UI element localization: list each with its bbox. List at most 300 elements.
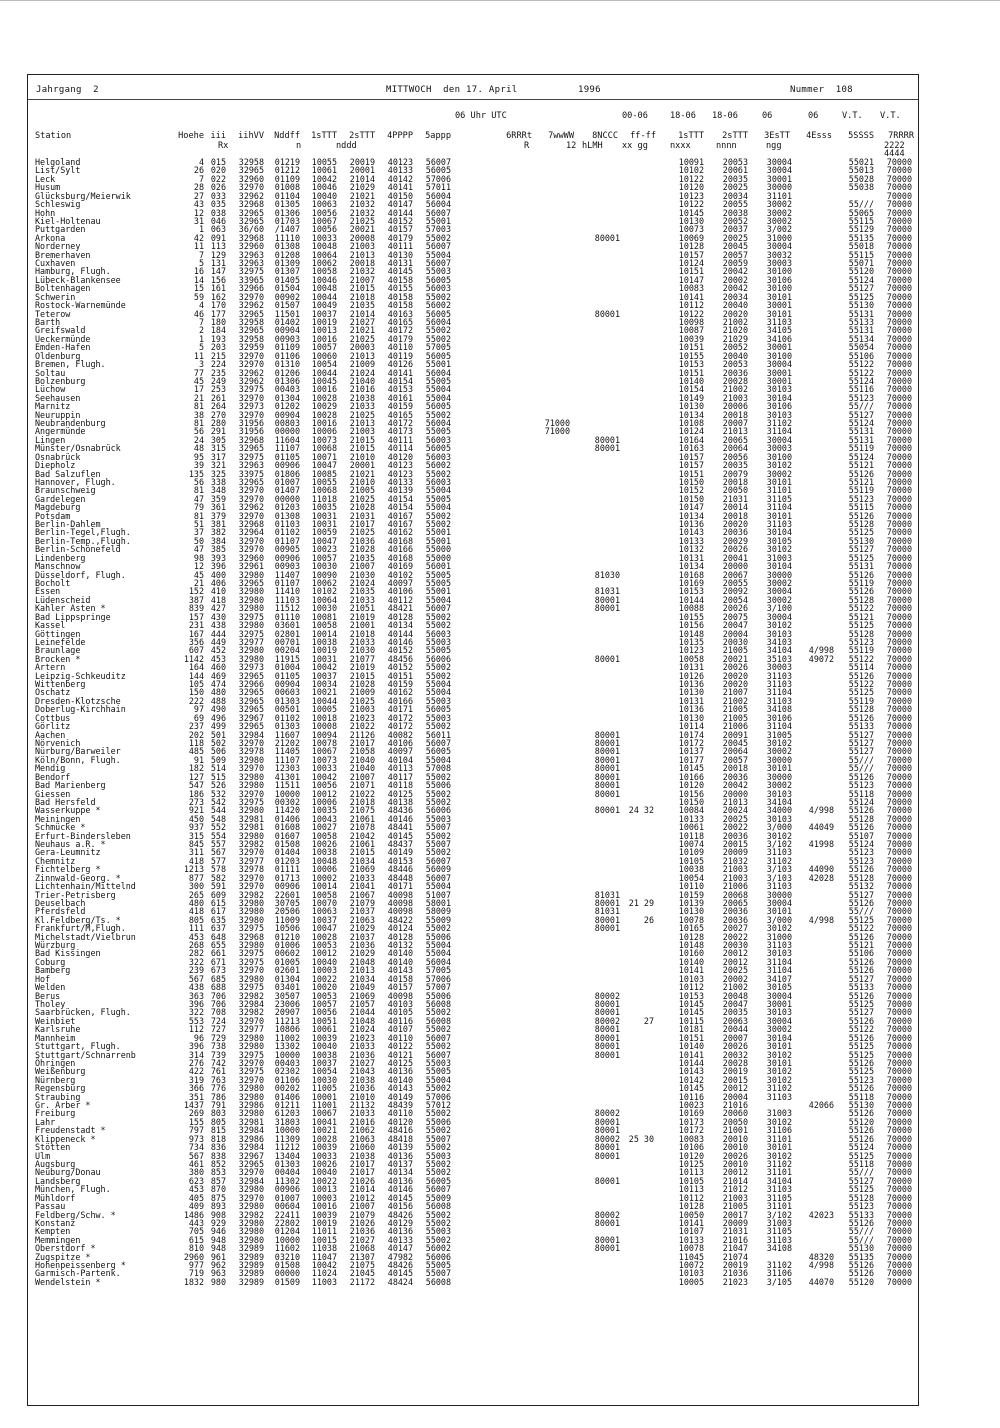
- cell-2sttt-b: 20035: [722, 1007, 748, 1018]
- station-name: Seehausen: [35, 392, 81, 403]
- cell-2sttt: 21067: [349, 889, 375, 900]
- cell-nddff: 01608: [274, 822, 300, 833]
- cell-5ssss: 55126: [848, 569, 874, 580]
- station-name: Coburg: [35, 956, 66, 967]
- cell-2sttt: 21017: [349, 1158, 375, 1169]
- station-name: Schleswig: [35, 199, 81, 210]
- cell-2sttt: 21079: [349, 897, 375, 908]
- cell-2sttt-b: 20040: [722, 350, 748, 361]
- cell-5ssss: 55115: [848, 502, 874, 513]
- cell-iii: 567: [210, 847, 226, 858]
- cell-nddff: 00403: [274, 1057, 300, 1068]
- cell-hoehe: 59: [193, 291, 204, 302]
- cell-iihvv: 32989: [238, 1268, 264, 1279]
- cell-hoehe: 2960: [183, 1251, 204, 1262]
- cell-nddff: 01212: [274, 165, 300, 176]
- cell-2sttt-b: 21005: [722, 704, 748, 715]
- cell-7rrrr: 70000: [886, 1032, 912, 1043]
- cell-4pppp: 48416: [387, 1125, 413, 1136]
- cell-2sttt-b: 20035: [722, 173, 748, 184]
- station-name: Marnitz: [35, 401, 71, 412]
- cell-2sttt-b: 21007: [722, 687, 748, 698]
- cell-7rrrr: 70000: [886, 1201, 912, 1212]
- station-name: Frankfurt/M,Flugh.: [35, 923, 126, 934]
- cell-hoehe: 623: [188, 1175, 204, 1186]
- cell-7rrrr: 70000: [886, 763, 912, 774]
- cell-hoehe: 380: [188, 1167, 204, 1178]
- cell-1sttt: 10018: [311, 712, 337, 723]
- cell-1sttt-b: 10134: [678, 561, 704, 572]
- cell-hoehe: 28: [193, 182, 204, 193]
- cell-5ssss: 55120: [848, 1276, 874, 1287]
- cell-4esss: 4/998: [808, 645, 834, 656]
- cell-2sttt: 21021: [349, 190, 375, 201]
- cell-iihvv: 32973: [238, 401, 264, 412]
- cell-4pppp: 40154: [387, 493, 413, 504]
- cell-5appp: 55002: [425, 519, 451, 530]
- cell-2sttt: 21024: [349, 578, 375, 588]
- cell-4pppp: 40111: [387, 241, 413, 252]
- cell-5appp: 55003: [425, 1226, 451, 1237]
- cell-nddff: 00204: [274, 645, 300, 656]
- cell-iii: 544: [210, 805, 226, 816]
- cell-1sttt: 10042: [311, 1260, 337, 1271]
- station-name: Bolzenburg: [35, 375, 86, 386]
- cell-7rrrr: 70000: [886, 839, 912, 850]
- cell-iihvv: 36/60: [238, 224, 264, 235]
- cell-8nccc: 80002: [594, 1133, 620, 1144]
- cell-1sttt-b: 10122: [678, 173, 704, 184]
- utc-header: 06 Uhr UTC: [455, 111, 507, 121]
- cell-7rrrr: 70000: [886, 519, 912, 530]
- cell-5ssss: 55///: [848, 906, 874, 917]
- cell-nddff: 01303: [274, 1158, 300, 1169]
- subheader-n: n: [296, 141, 302, 151]
- cell-5appp: 58009: [425, 906, 451, 917]
- cell-3estt: 30103: [766, 384, 792, 395]
- cell-4pppp: 40154: [387, 375, 413, 386]
- cell-5appp: 58001: [425, 897, 451, 908]
- cell-2sttt: 21048: [349, 1015, 375, 1026]
- cell-iii: 170: [210, 300, 226, 311]
- cell-4esss: 48320: [808, 1251, 834, 1262]
- cell-4pppp: 48441: [387, 822, 413, 833]
- cell-4pppp: 40163: [387, 308, 413, 319]
- cell-5appp: 55004: [425, 384, 451, 395]
- cell-2sttt: 21013: [349, 965, 375, 976]
- cell-3estt: 30101: [766, 476, 792, 487]
- scan-edge-line: [0, 0, 1000, 4]
- cell-3estt: 30102: [766, 460, 792, 471]
- station-name: Aachen: [35, 729, 66, 740]
- cell-4pppp: 40133: [387, 165, 413, 176]
- station-name: Fichtelberg *: [35, 864, 101, 875]
- cell-1sttt: 10090: [311, 569, 337, 580]
- cell-1sttt-b: 10126: [678, 670, 704, 681]
- cell-nddff: 00903: [274, 561, 300, 572]
- cell-4esss: 42028: [808, 872, 834, 883]
- cell-iii: 162: [210, 291, 226, 302]
- cell-iihvv: 32970: [238, 881, 264, 892]
- cell-1sttt: 10030: [311, 603, 337, 614]
- cell-7rrrr: 70000: [886, 308, 912, 319]
- cell-1sttt: 10021: [311, 1125, 337, 1136]
- cell-3estt: 30001: [766, 173, 792, 184]
- cell-iihvv: 32975: [238, 956, 264, 967]
- cell-iihvv: 32960: [238, 173, 264, 184]
- cell-4pppp: 40136: [387, 1066, 413, 1077]
- cell-iihvv: 32986: [238, 1100, 264, 1111]
- cell-7rrrr: 70000: [886, 409, 912, 420]
- cell-5ssss: 55126: [848, 1133, 874, 1144]
- cell-2sttt-b: 20029: [722, 535, 748, 546]
- cell-iihvv: 32984: [238, 1142, 264, 1153]
- cell-1sttt: 10061: [311, 165, 337, 176]
- cell-1sttt: 10056: [311, 224, 337, 235]
- cell-5ssss: 55127: [848, 409, 874, 420]
- cell-2sttt-b: 21006: [722, 881, 748, 892]
- cell-iii: 444: [210, 628, 226, 639]
- cell-iihvv: 32980: [238, 1083, 264, 1094]
- cell-5ssss: 55123: [848, 855, 874, 866]
- cell-1sttt: 10067: [311, 746, 337, 757]
- cell-2sttt: 21026: [349, 1175, 375, 1186]
- station-name: Braunlage: [35, 645, 81, 656]
- cell-2sttt-b: 20092: [722, 586, 748, 597]
- cell-nddff: 12303: [274, 763, 300, 774]
- cell-iihvv: 32980: [238, 940, 264, 951]
- cell-4pppp: 48418: [387, 1133, 413, 1144]
- cell-1sttt-b: 10145: [678, 1007, 704, 1018]
- cell-iii: 803: [210, 1108, 226, 1119]
- cell-nddff: 00000: [274, 493, 300, 504]
- cell-hoehe: 1486: [183, 1209, 204, 1220]
- cell-7rrrr: 70000: [886, 1100, 912, 1111]
- cell-5appp: 57006: [425, 173, 451, 184]
- cell-2sttt: 20003: [349, 342, 375, 353]
- cell-hoehe: 877: [188, 872, 204, 883]
- cell-iihvv: 32959: [238, 342, 264, 353]
- cell-4esss: 41998: [808, 839, 834, 850]
- cell-3estt: 3/100: [766, 603, 792, 614]
- cell-5ssss: 55121: [848, 476, 874, 487]
- cell-4pppp: 40110: [387, 342, 413, 353]
- cell-4esss: 42023: [808, 1209, 834, 1220]
- cell-iii: 962: [210, 1260, 226, 1271]
- table-row: [0, 1278, 1000, 1286]
- station-name: Klippeneck *: [35, 1133, 96, 1144]
- cell-iii: 948: [210, 1243, 226, 1254]
- cell-hoehe: 315: [188, 830, 204, 841]
- cell-1sttt: 10022: [311, 1175, 337, 1186]
- cell-3estt: 30102: [766, 620, 792, 631]
- cell-1sttt-b: 10151: [678, 367, 704, 378]
- cell-nddff: 01107: [274, 535, 300, 546]
- cell-1sttt-b: 10153: [678, 990, 704, 1001]
- cell-2sttt-b: 20036: [722, 527, 748, 538]
- cell-iii: 321: [210, 460, 226, 471]
- cell-2sttt: 21014: [349, 173, 375, 184]
- cell-2sttt: 21040: [349, 375, 375, 386]
- cell-hoehe: 152: [188, 586, 204, 597]
- cell-4pppp: 40103: [387, 999, 413, 1009]
- cell-iii: 180: [210, 316, 226, 327]
- cell-1sttt: 10033: [311, 232, 337, 243]
- cell-iihvv: 32980: [238, 1032, 264, 1043]
- cell-3estt: 30101: [766, 763, 792, 774]
- cell-2sttt: 21057: [349, 999, 375, 1009]
- cell-iii: 786: [210, 1091, 226, 1102]
- cell-4pppp: 40121: [387, 1049, 413, 1060]
- cell-nddff: 41301: [274, 771, 300, 782]
- cell-5appp: 55003: [425, 266, 451, 277]
- cell-7rrrr: 70000: [886, 1158, 912, 1169]
- cell-1sttt: 11038: [311, 1243, 337, 1254]
- cell-5appp: 56004: [425, 367, 451, 378]
- cell-5appp: 55000: [425, 544, 451, 555]
- cell-1sttt-b: 10112: [678, 982, 704, 993]
- cell-hoehe: 1: [198, 333, 204, 344]
- cell-hoehe: 112: [188, 1024, 204, 1035]
- station-name: Weißenburg: [35, 1066, 86, 1077]
- cell-3estt: 31103: [766, 316, 792, 327]
- column-header-5appp: 5appp: [425, 131, 451, 141]
- cell-5ssss: 55125: [848, 1184, 874, 1195]
- cell-iihvv: 32966: [238, 679, 264, 690]
- cell-iihvv: 31956: [238, 418, 264, 429]
- cell-7rrrr: 70000: [886, 847, 912, 858]
- cell-7rrrr: 70000: [886, 333, 912, 344]
- cell-3estt: 34103: [766, 636, 792, 647]
- cell-nddff: 11213: [274, 1015, 300, 1026]
- cell-2sttt: 21061: [349, 839, 375, 850]
- cell-iihvv: 32968: [238, 232, 264, 243]
- cell-3estt: 31003: [766, 552, 792, 563]
- cell-5ssss: 55126: [848, 771, 874, 782]
- cell-4pppp: 48424: [387, 1276, 413, 1287]
- period-header-00-06: 00-06: [622, 111, 648, 121]
- cell-2sttt-b: 20020: [722, 670, 748, 681]
- cell-1sttt-b: 10120: [678, 780, 704, 791]
- cell-hoehe: 56: [193, 426, 204, 437]
- cell-5ssss: 55126: [848, 956, 874, 967]
- cell-1sttt-b: 10172: [678, 737, 704, 748]
- cell-3estt: 30106: [766, 401, 792, 412]
- cell-5appp: 56007: [425, 1184, 451, 1195]
- cell-1sttt-b: 10154: [678, 384, 704, 395]
- cell-1sttt: 10042: [311, 771, 337, 782]
- column-header-7rrrr: 7RRRR: [888, 131, 914, 141]
- cell-3estt: 34107: [766, 973, 792, 984]
- cell-4esss: 44090: [808, 864, 834, 875]
- cell-iii: 635: [210, 914, 226, 925]
- cell-iii: 526: [210, 780, 226, 791]
- cell-5appp: 55006: [425, 780, 451, 791]
- cell-3estt: 30104: [766, 527, 792, 538]
- cell-iii: 438: [210, 620, 226, 631]
- cell-4pppp: 48426: [387, 1260, 413, 1271]
- cell-7rrrr: 70000: [886, 771, 912, 782]
- cell-7rrrr: 70000: [886, 199, 912, 210]
- cell-2sttt: 21007: [349, 1201, 375, 1212]
- cell-hoehe: 118: [188, 737, 204, 748]
- station-name: Zinnwald-Georg. *: [35, 872, 121, 883]
- cell-iii: 893: [210, 1201, 226, 1212]
- cell-1sttt-b: 10088: [678, 603, 704, 614]
- cell-nddff: 10806: [274, 1024, 300, 1035]
- station-name: Artern: [35, 662, 66, 673]
- cell-1sttt: 10055: [311, 476, 337, 487]
- cell-iii: 348: [210, 485, 226, 496]
- cell-7rrrr: 70000: [886, 232, 912, 243]
- cell-iii: 961: [210, 1251, 226, 1262]
- cell-iii: 410: [210, 586, 226, 597]
- cell-7rrrr: 70000: [886, 737, 912, 748]
- cell-nddff: 01406: [274, 1091, 300, 1102]
- cell-5appp: 55001: [425, 535, 451, 546]
- cell-7rrrr: 70000: [886, 224, 912, 235]
- cell-iii: 724: [210, 1015, 226, 1026]
- cell-iihvv: 32970: [238, 1192, 264, 1203]
- cell-nddff: 01303: [274, 721, 300, 732]
- cell-5appp: 55002: [425, 1007, 451, 1018]
- cell-hoehe: 150: [188, 687, 204, 698]
- cell-2sttt: 21032: [349, 207, 375, 218]
- station-name: Lübeck-Blankensee: [35, 274, 121, 285]
- cell-1sttt-b: 10118: [678, 830, 704, 841]
- cell-3estt: 31005: [766, 729, 792, 740]
- cell-iii: 280: [210, 418, 226, 429]
- cell-1sttt: 10078: [311, 737, 337, 748]
- cell-1sttt-b: 10151: [678, 1032, 704, 1043]
- cell-hoehe: 237: [188, 721, 204, 732]
- cell-4pppp: 40139: [387, 485, 413, 496]
- cell-4pppp: 40143: [387, 1083, 413, 1094]
- cell-1sttt-b: 10112: [678, 1192, 704, 1203]
- cell-hoehe: 37: [193, 527, 204, 538]
- cell-iii: 980: [210, 1276, 226, 1287]
- cell-3estt: 30103: [766, 1007, 792, 1018]
- cell-nddff: 00906: [274, 881, 300, 892]
- cell-4pppp: 40140: [387, 1074, 413, 1085]
- cell-1sttt: 10073: [311, 434, 337, 445]
- cell-2sttt: 21030: [349, 569, 375, 580]
- cell-8nccc: 80001: [594, 443, 620, 454]
- cell-2sttt-b: 21020: [722, 325, 748, 336]
- cell-1sttt: 10049: [311, 300, 337, 311]
- cell-nddff: 11103: [274, 594, 300, 605]
- cell-hoehe: 705: [188, 1226, 204, 1237]
- cell-2sttt-b: 20047: [722, 620, 748, 631]
- cell-nddff: 00906: [274, 552, 300, 563]
- cell-nddff: 01006: [274, 940, 300, 951]
- cell-3estt: 31101: [766, 1201, 792, 1212]
- cell-2sttt-b: 20052: [722, 342, 748, 353]
- cell-2sttt-b: 20020: [722, 519, 748, 530]
- cell-1sttt-b: 10109: [678, 847, 704, 858]
- cell-iihvv: 32975: [238, 1066, 264, 1077]
- cell-5ssss: 55122: [848, 653, 874, 664]
- cell-5appp: 55004: [425, 940, 451, 951]
- cell-7rrrr: 70000: [886, 864, 912, 875]
- cell-iii: 430: [210, 611, 226, 622]
- cell-4pppp: 40157: [387, 224, 413, 235]
- cell-hoehe: 21: [193, 392, 204, 403]
- cell-hoehe: 69: [193, 712, 204, 723]
- cell-iii: 655: [210, 940, 226, 951]
- cell-7rrrr: 70000: [886, 1015, 912, 1026]
- station-name: Lüdenscheid: [35, 594, 91, 605]
- station-name: Schmücke *: [35, 822, 86, 833]
- cell-7rrrr: 70000: [886, 653, 912, 664]
- cell-4pppp: 40097: [387, 746, 413, 757]
- cell-2sttt-b: 20068: [722, 889, 748, 900]
- cell-1sttt-b: 10140: [678, 375, 704, 386]
- cell-5ssss: 55126: [848, 670, 874, 681]
- cell-nddff: 01008: [274, 182, 300, 193]
- cell-1sttt-b: 10125: [678, 1158, 704, 1169]
- cell-7rrrr: 70000: [886, 157, 912, 167]
- cell-nddff: 10000: [274, 1234, 300, 1245]
- cell-3estt: 30000: [766, 569, 792, 580]
- cell-iihvv: 32989: [238, 1251, 264, 1262]
- cell-2sttt-b: 20036: [722, 771, 748, 782]
- cell-hoehe: 443: [188, 1217, 204, 1228]
- cell-nddff: 00404: [274, 1167, 300, 1178]
- cell-4pppp: 40138: [387, 796, 413, 807]
- cell-5ssss: 55028: [848, 173, 874, 184]
- cell-1sttt: 10012: [311, 788, 337, 799]
- cell-hoehe: 418: [188, 906, 204, 917]
- cell-4pppp: 40106: [387, 737, 413, 748]
- cell-5appp: 55005: [425, 1260, 451, 1271]
- cell-2sttt: 21023: [349, 712, 375, 723]
- cell-iii: 739: [210, 1049, 226, 1060]
- cell-2sttt: 21172: [349, 1276, 375, 1287]
- cell-1sttt: 10061: [311, 1024, 337, 1035]
- cell-2sttt: 21029: [349, 923, 375, 934]
- cell-hoehe: 144: [188, 670, 204, 681]
- period-header-vt-1: V.T.: [842, 111, 863, 121]
- cell-nddff: 00501: [274, 704, 300, 715]
- cell-iii: 315: [210, 443, 226, 454]
- cell-5appp: 55007: [425, 1133, 451, 1144]
- cell-nddff: 11309: [274, 1133, 300, 1144]
- cell-2sttt-b: 20018: [722, 409, 748, 420]
- cell-3estt: 30100: [766, 451, 792, 462]
- cell-2sttt-b: 20032: [722, 1049, 748, 1060]
- cell-4pppp: 47982: [387, 1251, 413, 1262]
- cell-hoehe: 81: [193, 418, 204, 429]
- cell-3estt: 30001: [766, 300, 792, 311]
- cell-1sttt: 10071: [311, 451, 337, 462]
- cell-8nccc: 80001: [594, 1032, 620, 1043]
- cell-2sttt-b: 20025: [722, 813, 748, 824]
- cell-7rrrr: 70000: [886, 561, 912, 572]
- cell-8nccc: 80001: [594, 1217, 620, 1228]
- cell-3estt: 34104: [766, 645, 792, 656]
- cell-2sttt-b: 20079: [722, 468, 748, 479]
- cell-nddff: 00403: [274, 384, 300, 395]
- cell-7rrrr: 70000: [886, 1007, 912, 1018]
- cell-nddff: 01404: [274, 847, 300, 858]
- cell-3estt: 31103: [766, 940, 792, 951]
- cell-iii: 396: [210, 561, 226, 572]
- cell-7rrrr: 70000: [886, 830, 912, 841]
- cell-4pppp: 40161: [387, 392, 413, 403]
- cell-iihvv: 32980: [238, 897, 264, 908]
- cell-hoehe: 366: [188, 1083, 204, 1094]
